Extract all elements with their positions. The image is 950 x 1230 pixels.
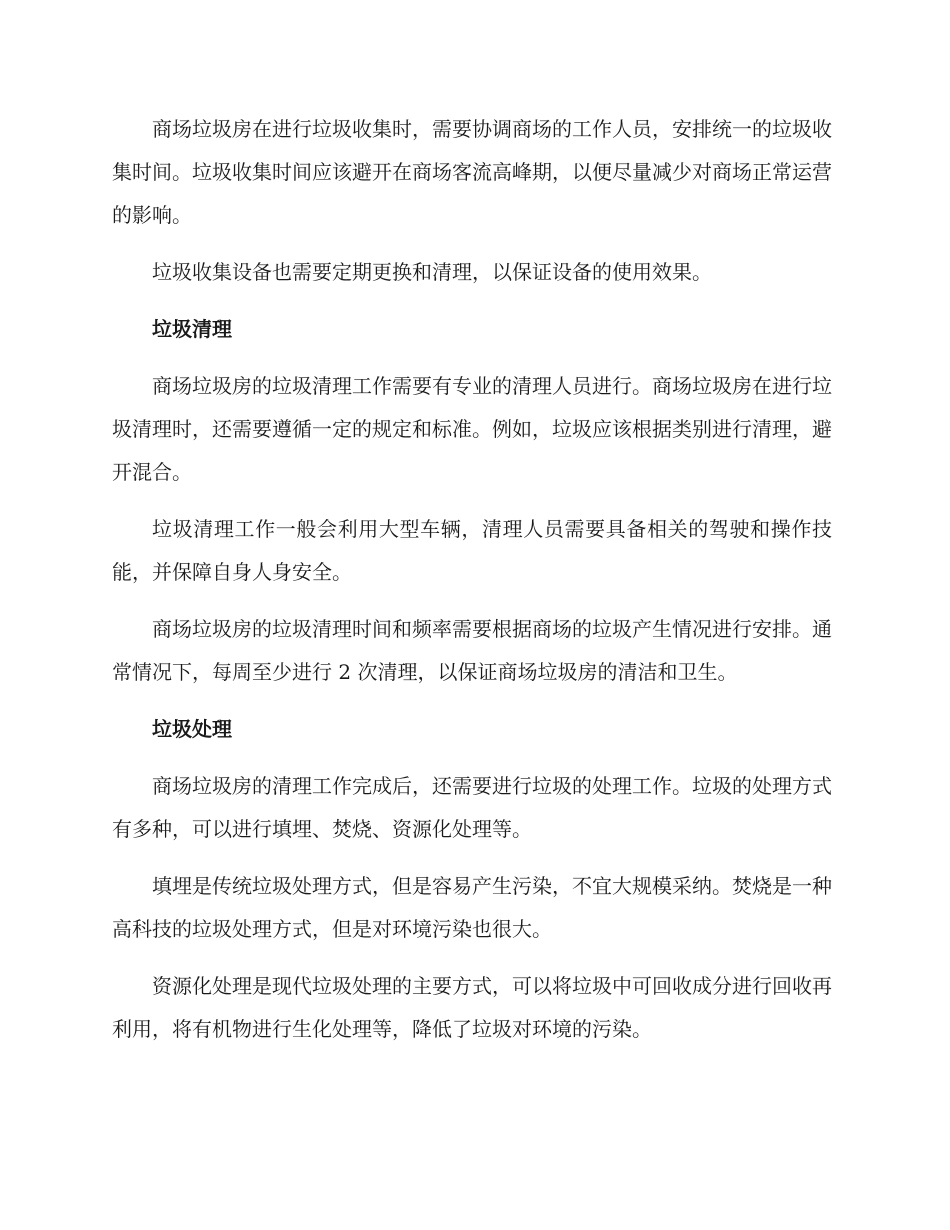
paragraph-resource-recovery: 资源化处理是现代垃圾处理的主要方式，可以将垃圾中可回收成分进行回收再利用，将有机物进行生化处理等，降低了垃圾对环境的污染。 <box>112 974 832 1041</box>
paragraph-cleaning-staff: 商场垃圾房的垃圾清理工作需要有专业的清理人员进行。商场垃圾房在进行垃圾清理时，还需要遵循一定的规定和标准。例如，垃圾应该根据类别进行清理，避开混合。 <box>112 374 832 484</box>
document-body <box>112 108 832 1065</box>
paragraph-cleaning-vehicles: 垃圾清理工作一般会利用大型车辆，清理人员需要具备相关的驾驶和操作技能，并保障自身人身安全。 <box>112 517 832 584</box>
paragraph-garbage-collection-timing: 商场垃圾房在进行垃圾收集时，需要协调商场的工作人员，安排统一的垃圾收集时间。垃圾收集时间应该避开在商场客流高峰期，以便尽量减少对商场正常运营的影响。 <box>112 117 832 227</box>
section-heading-garbage-cleaning: 垃圾清理 <box>152 317 232 341</box>
paragraph-disposal-methods: 商场垃圾房的清理工作完成后，还需要进行垃圾的处理工作。垃圾的处理方式有多种，可以进行填埋、焚烧、资源化处理等。 <box>112 774 832 841</box>
section-heading-garbage-disposal: 垃圾处理 <box>152 717 232 741</box>
paragraph-collection-equipment: 垃圾收集设备也需要定期更换和清理，以保证设备的使用效果。 <box>152 260 712 284</box>
paragraph-cleaning-frequency: 商场垃圾房的垃圾清理时间和频率需要根据商场的垃圾产生情况进行安排。通常情况下，每周至少进行 2 次清理，以保证商场垃圾房的清洁和卫生。 <box>112 617 832 684</box>
paragraph-landfill-incineration: 填埋是传统垃圾处理方式，但是容易产生污染，不宜大规模采纳。焚烧是一种高科技的垃圾处理方式，但是对环境污染也很大。 <box>112 874 832 941</box>
